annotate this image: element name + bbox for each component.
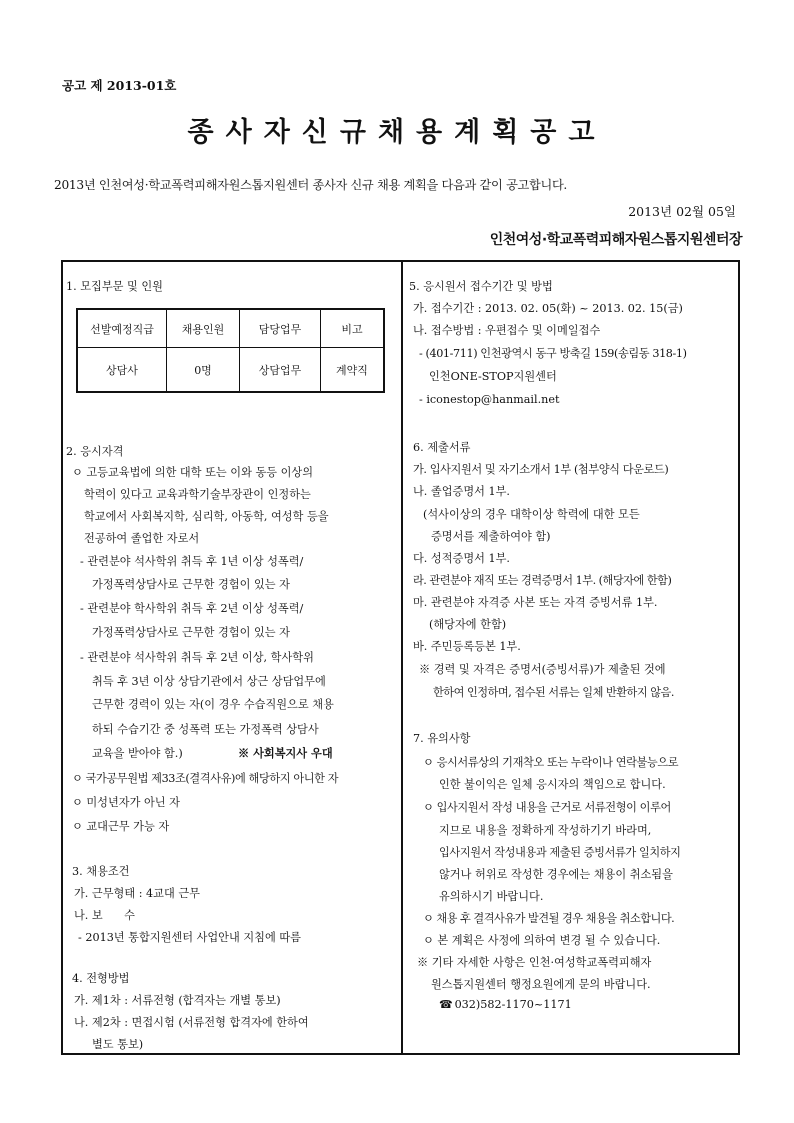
table-row [77, 348, 384, 393]
list-item: 나. 제2차 : 면접시험 (서류전형 합격자에 한하여 [74, 1016, 309, 1029]
list-item: - 관련분야 석사학위 취득 후 2년 이상, 학사학위 [80, 651, 314, 664]
list-item: 유의하시기 바랍니다. [439, 890, 544, 903]
list-item: 증명서를 제출하여야 함) [431, 530, 551, 543]
list-item: 마. 관련분야 자격증 사본 또는 자격 증빙서류 1부. [413, 596, 658, 609]
section-heading: 7. 유의사항 [413, 732, 471, 745]
table-header-cell: 선발예정직급 [77, 309, 167, 348]
preference-note: ※ 사회복지사 우대 [238, 746, 333, 760]
phone-number: 032)582-1170~1171 [454, 998, 572, 1011]
list-item: 지므로 내용을 정확하게 작성하기기 바라며, [439, 824, 652, 837]
list-item: 인천ONE-STOP지원센터 [429, 370, 557, 383]
organization-name: 인천여성·학교폭력피해자원스톱지원센터장 [489, 232, 742, 248]
phone-line [439, 998, 572, 1011]
list-item: 한하여 인정하며, 접수된 서류는 일체 반환하지 않음. [433, 686, 674, 699]
recruitment-table [76, 308, 385, 393]
table-header-cell: 담당업무 [240, 309, 321, 348]
list-item: 라. 관련분야 재직 또는 경력증명서 1부. (해당자에 한함) [413, 574, 672, 587]
notice-number: 공고 제 2013-01호 [62, 78, 177, 93]
list-item: ※ 기타 자세한 사항은 인천·여성학교폭력피해자 [417, 956, 652, 969]
section-heading: 4. 전형방법 [72, 972, 130, 985]
table-header-row [77, 309, 384, 348]
list-item: ㅇ 미성년자가 아닌 자 [72, 796, 180, 809]
list-item: - iconestop@hanmail.net [419, 393, 560, 406]
list-item: ㅇ 응시서류상의 기재착오 또는 누락이나 연락불능으로 [423, 756, 679, 769]
list-item: 나. 접수방법 : 우편접수 및 이메일접수 [413, 324, 601, 337]
table-cell: 계약직 [321, 348, 385, 393]
list-item: 학력이 있다고 교육과학기술부장관이 인정하는 [84, 488, 311, 501]
list-item: - (401-711) 인천광역시 동구 방축길 159(송림동 318-1) [419, 347, 687, 360]
telephone-icon: ☎ [439, 998, 453, 1011]
list-item: - 관련분야 학사학위 취득 후 2년 이상 성폭력/ [80, 602, 304, 615]
table-cell: 0명 [167, 348, 240, 393]
section-heading: 1. 모집부문 및 인원 [66, 280, 163, 293]
list-item: 가. 접수기간 : 2013. 02. 05(화) ~ 2013. 02. 15(금) [413, 302, 683, 315]
list-item: 취득 후 3년 이상 상담기관에서 상근 상담업무에 [92, 675, 326, 688]
list-item: (석사이상의 경우 대학이상 학력에 대한 모든 [423, 508, 640, 521]
notice-date: 2013년 02월 05일 [628, 204, 736, 219]
list-item: 하되 수습기간 중 성폭력 또는 가정폭력 상담사 [92, 723, 319, 736]
list-item: ㅇ 교대근무 가능 자 [72, 820, 170, 833]
list-item: 원스톱지원센터 행정요원에게 문의 바랍니다. [431, 978, 651, 991]
section-heading: 5. 응시원서 접수기간 및 방법 [409, 280, 553, 293]
table-cell: 상담업무 [240, 348, 321, 393]
list-item: 가정폭력상담사로 근무한 경험이 있는 자 [92, 578, 290, 591]
list-item: ㅇ 국가공무원법 제33조(결격사유)에 해당하지 아니한 자 [72, 772, 339, 785]
list-item: - 2013년 통합지원센터 사업안내 지침에 따름 [78, 931, 301, 944]
list-item: 근무한 경력이 있는 자(이 경우 수습직원으로 채용 [92, 698, 334, 711]
document-title: 종사자신규채용계획공고 [187, 117, 607, 148]
list-item: ㅇ 고등교육법에 의한 대학 또는 이와 동등 이상의 [72, 466, 314, 479]
list-item: 가. 입사지원서 및 자기소개서 1부 (첨부양식 다운로드) [413, 463, 669, 476]
list-item: ㅇ 입사지원서 작성 내용을 근거로 서류전형이 이루어 [423, 801, 671, 814]
list-item: 별도 통보) [92, 1038, 144, 1051]
intro-text: 2013년 인천여성·학교폭력피해자원스톱지원센터 종사자 신규 채용 계획을 다음과 같이 공고합니다. [54, 178, 568, 192]
list-item: 가. 근무형태 : 4교대 근무 [74, 887, 200, 900]
section-heading: 6. 제출서류 [413, 441, 471, 454]
list-item: 않거나 허위로 작성한 경우에는 채용이 취소됨을 [439, 868, 673, 881]
table-header-cell: 채용인원 [167, 309, 240, 348]
list-item: 가. 제1차 : 서류전형 (합격자는 개별 통보) [74, 994, 281, 1007]
table-header-cell: 비고 [321, 309, 385, 348]
list-item: 전공하여 졸업한 자로서 [84, 532, 200, 545]
list-item: 인한 불이익은 일체 응시자의 책임으로 합니다. [439, 778, 666, 791]
list-item: ※ 경력 및 자격은 증명서(증빙서류)가 제출된 것에 [419, 663, 666, 676]
list-item: 다. 성적증명서 1부. [413, 552, 510, 565]
list-item: 입사지원서 작성내용과 제출된 증빙서류가 일치하지 [439, 846, 681, 859]
list-item: ㅇ 채용 후 결격사유가 발견될 경우 채용을 취소합니다. [423, 912, 675, 925]
column-divider [401, 260, 403, 1055]
list-item: 교육을 받아야 함.) [92, 747, 183, 760]
list-item: 바. 주민등록등본 1부. [413, 640, 521, 653]
list-item: ㅇ 본 계획은 사정에 의하여 변경 될 수 있습니다. [423, 934, 661, 947]
list-item: - 관련분야 석사학위 취득 후 1년 이상 성폭력/ [80, 555, 304, 568]
list-item: 가정폭력상담사로 근무한 경험이 있는 자 [92, 626, 290, 639]
list-item: 학교에서 사회복지학, 심리학, 아동학, 여성학 등을 [84, 510, 329, 523]
list-item: (해당자에 한함) [429, 618, 507, 631]
list-item: 나. 보 수 [74, 909, 135, 922]
section-heading: 2. 응시자격 [66, 445, 124, 458]
section-heading: 3. 채용조건 [72, 865, 130, 878]
list-item: 나. 졸업증명서 1부. [413, 485, 510, 498]
table-cell: 상담사 [77, 348, 167, 393]
